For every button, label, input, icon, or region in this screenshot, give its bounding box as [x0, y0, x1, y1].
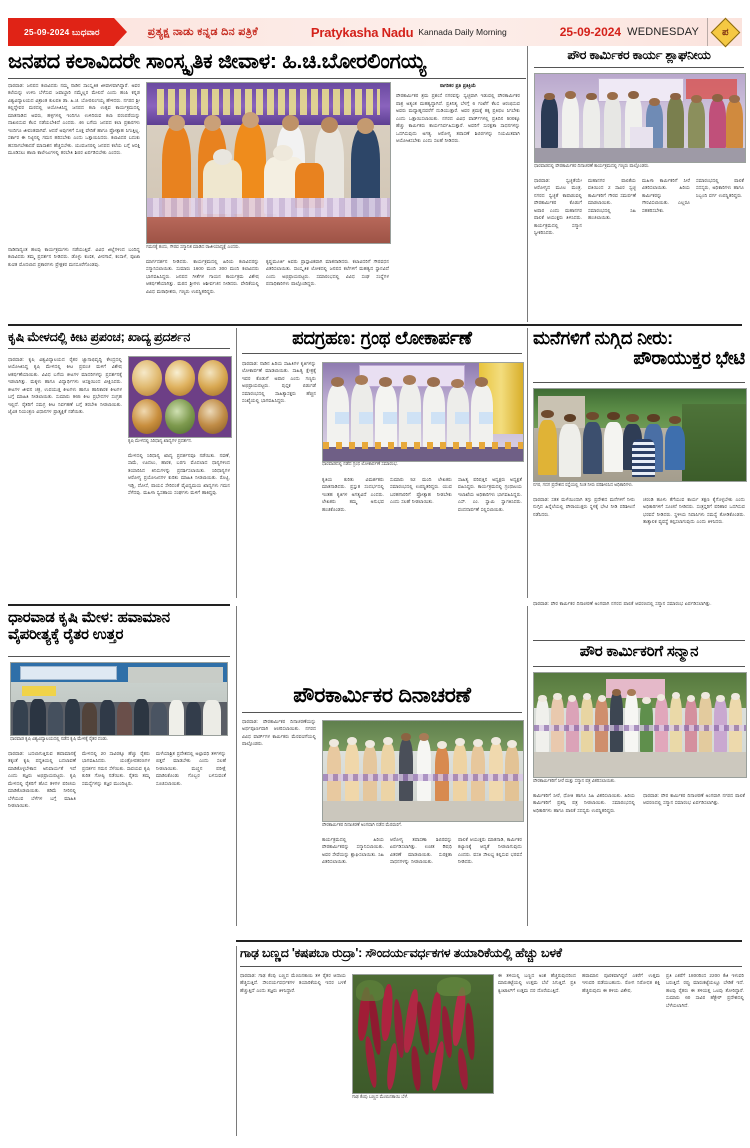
logo-glyph: ಪ	[721, 26, 729, 38]
agri-fair-headline: ಕೃಷಿ ಮೇಳದಲ್ಲಿ ಕೀಟ ಪ್ರಪಂಚ; ಖಾದ್ಯ ಪ್ರದರ್ಶನ	[8, 330, 191, 344]
agri-fair-photo-caption: ಕೃಷಿ ಮೇಳದಲ್ಲಿ ಸಿರಿಧಾನ್ಯ ಖಾದ್ಯಗಳ ಪ್ರದರ್ಶನ.	[128, 438, 193, 443]
chilli-col2: ಈ ತಳಿಯಲ್ಲಿ ಬಣ್ಣದ ಅಂಶ ಹೆಚ್ಚಿರುವುದರಿಂದ ಮಾರುಕಟ್ಟೆಯಲ್ಲಿ ಉತ್ತಮ ಬೆಲೆ ಸಿಗುತ್ತಿದೆ. ಪ್ರತಿ ಕ್ವಿಂಟಾಲ್‌ಗೆ ಉತ್ತಮ ದರ ದೊರೆಯುತ್ತಿದೆ.	[498, 973, 576, 993]
lead-col4-kicker: ನಾಗರಿಕರ ಪ್ರತಿ ಪ್ರತಿಕ್ರಿಯೆ	[439, 83, 477, 88]
divider-vertical-band2-a	[236, 328, 237, 598]
book-release-headline: ಪದಗ್ರಹಣ: ಗ್ರಂಥ ಲೋಕಾರ್ಪಣೆ	[292, 328, 472, 348]
masthead-brand-subtitle: Kannada Daily Morning	[418, 27, 507, 37]
water-photo-caption: ನಗರ, ಗದಗ ಪ್ರದೇಶದ ರಸ್ತೆಯಲ್ಲಿ ನಿಂತ ನೀರು ಪರಿಶೀಲಿಸಿದ ಅಧಿಕಾರಿಗಳು.	[533, 482, 634, 487]
chilli-col3: ಹವಾಮಾನ ಪೂರಕವಾಗಿದ್ದರೆ ಎಕರೆಗೆ ಉತ್ತಮ ಇಳುವರಿ ಪಡೆಯಬಹುದು. ರೋಗ ನಿರೋಧಕ ಶಕ್ತಿ ಹೆಚ್ಚಿರುವುದು ಈ ತಳಿಯ ವಿಶೇಷ.	[582, 973, 660, 993]
book-release-col1: ಧಾರವಾಡ: ನಾಡಿನ ಹಿರಿಯ ಸಾಹಿತಿಗಳ ಕೃತಿಗಳನ್ನು ಲೋಕಾರ್ಪಣೆ ಮಾಡಲಾಯಿತು. ಸಾಹಿತ್ಯ ಕ್ಷೇತ್ರಕ್ಕೆ ಇವರ ಕೊಡುಗೆ ಅಪಾರ ಎಂದು ಗಣ್ಯರು ಅಭಿಪ್ರಾಯಪಟ್ಟರು. ಪುಸ್ತಕ ಬಿಡುಗಡೆ ಸಮಾರಂಭದಲ್ಲಿ ಸಾಹಿತ್ಯಾಸಕ್ತರು ಹೆಚ್ಚಿನ ಸಂಖ್ಯೆಯಲ್ಲಿ ಭಾಗವಹಿಸಿದ್ದರು.	[242, 361, 316, 404]
lead-col1: ಧಾರವಾಡ: ಜನಪದ ಕಲಾವಿದರು ನಮ್ಮ ನಾಡಿನ ಸಾಂಸ್ಕೃತಿಕ ಜೀವಾಳವಾಗಿದ್ದಾರೆ. ಅವರ ಕಲೆಯನ್ನು ಉಳಿಸಿ ಬೆಳೆಸುವ ಜವಾಬ್ದಾರಿ ನಮ್ಮೆಲ್ಲರ ಮೇಲಿದೆ ಎಂದು ಹಂಪಿ ಕನ್ನಡ ವಿಶ್ವವಿದ್ಯಾಲಯದ ವಿಶ್ರಾಂತ ಕುಲಪತಿ ಡಾ. ಹಿ.ಚಿ. ಬೋರಲಿಂಗಯ್ಯ ಹೇಳಿದರು. ನಗರದ ಶ್ರೀ ಕಲ್ಲಿದ್ದೇವರ ಮಠದಲ್ಲಿ ಆಯೋಜಿಸಿದ್ದ ಜನಪದ ಕಲಾ ಉತ್ಸವ ಕಾರ್ಯಕ್ರಮದಲ್ಲಿ ಮಾತನಾಡಿದ ಅವರು, ಹಳ್ಳಿಗಳಲ್ಲಿ ಇಂದಿಗೂ ಉಳಿದಿರುವ ಕಲಾ ಪರಂಪರೆಯನ್ನು ದಾಖಲಿಸುವ ಕೆಲಸ ನಡೆಯಬೇಕಿದೆ ಎಂದರು. 46 ಬಗೆಯ ಜನಪದ ಕಲಾ ಪ್ರಕಾರಗಳು ಇಂದಿಗೂ ಜೀವಂತವಾಗಿವೆ. ಆದರೆ ಅವುಗಳಿಗೆ ಸೂಕ್ತ ವೇದಿಕೆ ಹಾಗೂ ಪ್ರೋತ್ಸಾಹ ಸಿಗುತ್ತಿಲ್ಲ. ಸರ್ಕಾರ ಈ ನಿಟ್ಟಿನಲ್ಲಿ ಗಮನ ಹರಿಸಬೇಕು ಎಂದು ಒತ್ತಾಯಿಸಿದರು. ಕಲಾವಿದರ ಬದುಕು ಹಸನಾಗಬೇಕಾದರೆ ಮಾಸಾಶನ ಹೆಚ್ಚಿಸಬೇಕು. ಯುವಜನರಲ್ಲಿ ಜನಪದ ಕಲೆಯ ಬಗ್ಗೆ ಆಸಕ್ತಿ ಮೂಡಿಸಲು ಶಾಲಾ ಕಾಲೇಜುಗಳಲ್ಲಿ ತರಬೇತಿ ಶಿಬಿರ ಏರ್ಪಡಿಸಬೇಕು ಎಂದರು.	[8, 83, 140, 155]
divider-band1-band2	[8, 324, 742, 326]
civic-honour-headline: ಪೌರ ಕಾರ್ಮಿಕರಿಗೆ ಸನ್ಮಾನ	[579, 644, 699, 660]
book-release-col4: ಸಾಹಿತ್ಯ ಪರಿಷತ್ತಿನ ಅಧ್ಯಕ್ಷರು ಅಧ್ಯಕ್ಷತೆ ವಹಿಸಿದ್ದರು. ಕಾರ್ಯಕ್ರಮದಲ್ಲಿ ಗ್ರಂಥಾಲಯ ಇಲಾಖೆಯ ಅಧಿಕಾರಿಗಳು ಭಾಗವಹಿಸಿದ್ದರು. ಎಸ್. ಎಂ. ಸ್ವಾಮಿ ಸ್ವಾಗತಿಸಿದರು. ವಂದನಾರ್ಪಣೆ ಸಲ್ಲಿಸಲಾಯಿತು.	[458, 477, 522, 512]
masthead-brand-block	[258, 18, 560, 46]
masthead-logo	[708, 18, 742, 46]
water-headline-line1: ಮನೆಗಳಿಗೆ ನುಗ್ಗಿದ ನೀರು:	[533, 328, 673, 348]
divider-above-civic-honour	[533, 640, 745, 641]
divider-band2-band3-left	[8, 604, 230, 606]
divider-vertical-top	[527, 46, 528, 322]
divider-under-water-headline	[533, 382, 745, 383]
lead-col3: ಕೃಷ್ಣಮೂರ್ತಿ ಅವರು ಪ್ರಾಸ್ತಾವಿಕವಾಗಿ ಮಾತನಾಡಿದರು. ಕಲಾವಿದರಿಗೆ ಗೌರವಧನ ವಿತರಿಸಲಾಯಿತು. ಸಾಂಸ್ಕೃತಿಕ ಲೋಕದಲ್ಲಿ ಜನಪದ ಕಲೆಗಳಿಗೆ ಮಹತ್ವದ ಸ್ಥಾನವಿದೆ ಎಂದು ಅಭಿಪ್ರಾಯಪಟ್ಟರು. ಸಮಾರಂಭದಲ್ಲಿ ವಿವಿಧ ಸಂಘ ಸಂಸ್ಥೆಗಳ ಪದಾಧಿಕಾರಿಗಳು ಪಾಲ್ಗೊಂಡಿದ್ದರು.	[266, 259, 389, 287]
divider-under-top-right-headline	[534, 67, 744, 68]
divider-under-weather-headline	[8, 656, 230, 657]
diamond-logo-icon	[710, 17, 740, 47]
weather-photo-caption: ಧಾರವಾಡ ಕೃಷಿ ವಿಶ್ವವಿದ್ಯಾಲಯದಲ್ಲಿ ನಡೆದ ಕೃಷಿ ಮೇಳಕ್ಕೆ ರೈತರ ದಂಡು.	[10, 736, 109, 741]
civic-honour-photo-caption: ಪೌರಕಾರ್ಮಿಕರಿಗೆ ಸೀರೆ ಮತ್ತು ಸನ್ಮಾನ ಪತ್ರ ವಿತರಿಸಲಾಯಿತು.	[533, 778, 616, 783]
masthead-date: 25-09-2024	[559, 25, 622, 39]
divider-vertical-band2-b	[527, 328, 528, 598]
masthead-date-tab: 25-09-2024 ಬುಧವಾರ	[8, 18, 114, 46]
agri-fair-photo	[128, 356, 232, 438]
agri-fair-col2: ಮೇಳದಲ್ಲಿ ಸಿರಿಧಾನ್ಯ ಖಾದ್ಯ ಪ್ರದರ್ಶನವೂ ನಡೆಯಿತು. ನವಣೆ, ಸಾಮೆ, ಊದಲು, ಹಾರಕ, ಬರಗು ಮೊದಲಾದ ಧಾನ್ಯಗಳಿಂದ ತಯಾರಿಸಿದ ತಿನಿಸುಗಳನ್ನು ಪ್ರದರ್ಶಿಸಲಾಯಿತು. ಸಿರಿಧಾನ್ಯಗಳ ಆರೋಗ್ಯ ಪ್ರಯೋಜನಗಳ ಕುರಿತು ಮಾಹಿತಿ ನೀಡಲಾಯಿತು. ರೊಟ್ಟಿ, ಇಡ್ಲಿ, ದೋಸೆ, ಪಾಯಸ ಸೇರಿದಂತೆ ವೈವಿಧ್ಯಮಯ ಖಾದ್ಯಗಳು ಗಮನ ಸೆಳೆದವು. ಮಹಿಳಾ ಸ್ವಸಹಾಯ ಸಂಘಗಳು ಮಳಿಗೆ ಹಾಕಿದ್ದವು.	[128, 453, 230, 496]
chilli-headline: ಗಾಢ ಬಣ್ಣದ 'ಕಷಪಬಾ ರುದ್ರಾ': ಸೌಂದರ್ಯವರ್ಧಕಗಳ ತಯಾರಿಕೆಯಲ್ಲಿ ಹೆಚ್ಚು ಬಳಕೆ	[240, 946, 562, 960]
lead-col2: ಮಾರ್ಗದರ್ಶನ ನೀಡಿದರು. ಕಾರ್ಯಕ್ರಮದಲ್ಲಿ ಹಿರಿಯ ಕಲಾವಿದರನ್ನು ಸನ್ಮಾನಿಸಲಾಯಿತು. ಸುಮಾರು 1600 ಮಂದಿ 300 ಮಂದಿ ಕಲಾವಿದರು ಭಾಗವಹಿಸಿದ್ದರು. ಜನಪದ ಗೀತೆಗಳ ಗಾಯನ ಕಾರ್ಯಕ್ರಮ ವಿಶೇಷ ಆಕರ್ಷಣೆಯಾಗಿತ್ತು. ಮಠದ ಶ್ರೀಗಳು ಆಶೀರ್ವಚನ ನೀಡಿದರು. ವೇದಿಕೆಯಲ್ಲಿ ವಿವಿಧ ಮಠಾಧೀಶರು, ಗಣ್ಯರು ಉಪಸ್ಥಿತರಿದ್ದರು.	[146, 259, 259, 294]
food-display-grid	[129, 357, 231, 437]
lead-photo-caption: ಗಮನಕ್ಕೆ ತಂದು, ಗೌರವ ಸನ್ಮಾನಿತ ಮಾಡಿದ ರಾಜೀಯಾದ್ಯಕ್ಷೆ ಎಂದರು.	[146, 244, 240, 249]
top-right-col1: ಧಾರವಾಡ: ಸ್ವಚ್ಛತೆಯೇ ಆರೋಗ್ಯದ ಮೂಲ ಮಂತ್ರ. ನಗರದ ಸ್ವಚ್ಛತೆ ಕಾಪಾಡುವಲ್ಲಿ ಪೌರಕಾರ್ಮಿಕರ ಕೊಡುಗೆ ಅಪಾರ ಎಂದು ಮಹಾನಗರ ಪಾಲಿಕೆ ಆಯುಕ್ತರು ತಿಳಿಸಿದರು. ಕಾರ್ಯಕ್ರಮದಲ್ಲಿ ಸನ್ಮಾನ ಸ್ವೀಕರಿಸಿದರು.	[534, 178, 582, 236]
divider-under-lead-headline	[8, 78, 526, 79]
civic-day-col2: ಕಾರ್ಯಕ್ರಮದಲ್ಲಿ ಹಿರಿಯ ಪೌರಕಾರ್ಮಿಕರನ್ನು ಸನ್ಮಾನಿಸಲಾಯಿತು. ಅವರ ಸೇವೆಯನ್ನು ಶ್ಲಾಘಿಸಲಾಯಿತು. ಸಿಹಿ ವಿತರಿಸಲಾಯಿತು.	[322, 837, 384, 865]
divider-above-chilli	[236, 940, 742, 942]
masthead-brand: Pratykasha Nadu	[310, 24, 414, 40]
book-release-col2: ಕೃತಿಯ ಕುರಿತು ವಿಮರ್ಶಕರು ಮಾತನಾಡಿದರು. ಪ್ರಸ್ತುತ ಸಂದರ್ಭದಲ್ಲಿ ಇಂತಹ ಕೃತಿಗಳ ಅಗತ್ಯವಿದೆ ಎಂದರು. ಲೇಖಕರು ತಮ್ಮ ಅನುಭವ ಹಂಚಿಕೊಂಡರು.	[322, 477, 384, 512]
divider-vertical-bottom	[236, 946, 237, 1136]
chilli-photo	[352, 974, 494, 1094]
divider-under-book-headline	[242, 353, 522, 354]
lead-col1b: ನಾಡಿನಾದ್ಯಂತ ಹಲವು ಕಾರ್ಯಕ್ರಮಗಳು ನಡೆಯುತ್ತಿವೆ. ವಿವಿಧ ಜಿಲ್ಲೆಗಳಿಂದ ಬಂದಿದ್ದ ಕಲಾವಿದರು ತಮ್ಮ ಪ್ರದರ್ಶನ ನೀಡಿದರು. ಡೊಳ್ಳು ಕುಣಿತ, ವೀರಗಾಸೆ, ಕಂಸಾಳೆ, ಪೂಜಾ ಕುಣಿತ ಮೊದಲಾದ ಪ್ರಕಾರಗಳು ಪ್ರೇಕ್ಷಕರ ಮನಸೂರೆಗೊಂಡವು.	[8, 247, 140, 267]
lead-headline: ಜನಪದ ಕಲಾವಿದರೇ ಸಾಂಸ್ಕೃತಿಕ ಜೀವಾಳ: ಹಿ.ಚಿ.ಬೋರಲಿಂಗಯ್ಯ	[8, 50, 426, 73]
civic-day-headline: ಪೌರಕಾರ್ಮಿಕರ ದಿನಾಚರಣೆ	[293, 684, 471, 707]
masthead-date-block	[560, 18, 708, 46]
water-headline-line2: ಪೌರಾಯುಕ್ತರ ಭೇಟಿ	[633, 348, 745, 369]
weather-photo	[10, 662, 228, 736]
chilli-col4: ಪ್ರತಿ ಎಕರೆಗೆ 1800ರಿಂದ 2200 ಕೆಜಿ ಇಳುವರಿ ಬರುತ್ತಿದೆ. ರಫ್ತು ಮಾರುಕಟ್ಟೆಯಲ್ಲೂ ಬೇಡಿಕೆ ಇದೆ. ಹಲವು ರೈತರು ಈ ತಳಿಯತ್ತ ಒಲವು ತೋರಿದ್ದಾರೆ. ಸುಮಾರು 60 ಸಾವಿರ ಹೆಕ್ಟೇರ್ ಪ್ರದೇಶದಲ್ಲಿ ಬೆಳೆಯಲಾಗಿದೆ.	[666, 973, 744, 1008]
top-right-col2: ಮಹಾನಗರ ಪಾಲಿಕೆಯ ವತಿಯಿಂದ 2 ಸಾವಿರ ಸ್ವಚ್ಛ ಕಾರ್ಮಿಕರಿಗೆ ಗೌರವ ಸಮರ್ಪಣೆ ಮಾಡಲಾಯಿತು. ಸಮಾರಂಭದಲ್ಲಿ ಸಿಹಿ ಹಂಚಲಾಯಿತು.	[588, 178, 636, 221]
divider-under-agri-headline	[8, 348, 230, 349]
civic-day-photo	[322, 720, 524, 822]
lead-col4: ಪೌರಕಾರ್ಮಿಕರ ಶ್ರಮ ಪ್ರಶಂಸೆ ನಗರವನ್ನು ಸ್ವಚ್ಛವಾಗಿ ಇಡುವಲ್ಲಿ ಪೌರಕಾರ್ಮಿಕರ ಪಾತ್ರ ಅತ್ಯಂತ ಮಹತ್ವದ್ದಾಗಿದೆ. ಪ್ರತಿನಿತ್ಯ ಬೆಳಗ್ಗೆ 6 ಗಂಟೆಗೆ ಕೆಲಸ ಆರಂಭಿಸುವ ಅವರು ಮಧ್ಯಾಹ್ನದವರೆಗೆ ದುಡಿಯುತ್ತಾರೆ. ಅವರ ಶ್ರಮಕ್ಕೆ ತಕ್ಕ ಪ್ರತಿಫಲ ಸಿಗಬೇಕು ಎಂದು ಒತ್ತಾಯಿಸಲಾಯಿತು. ನಗರದ ವಿವಿಧ ವಾರ್ಡ್‌ಗಳಲ್ಲಿ ಪ್ರತಿದಿನ 500ಕ್ಕೂ ಹೆಚ್ಚು ಕಾರ್ಮಿಕರು ಕಾರ್ಯನಿರ್ವಹಿಸುತ್ತಾರೆ. ಅವರಿಗೆ ಸುರಕ್ಷತಾ ಸಾಧನಗಳನ್ನು ಒದಗಿಸುವುದು ಅಗತ್ಯ. ಆರೋಗ್ಯ ತಪಾಸಣೆ ಶಿಬಿರಗಳನ್ನು ನಿಯಮಿತವಾಗಿ ಆಯೋಜಿಸಬೇಕು ಎಂದು ಸಲಹೆ ನೀಡಿದರು.	[396, 93, 520, 144]
weather-headline-line2: ವೈಪರೀತ್ಯಕ್ಕೆ ರೈತರ ಉತ್ತರ	[8, 625, 124, 643]
divider-vertical-band3-b	[527, 606, 528, 926]
top-right-col4: ಸಮಾರಂಭದಲ್ಲಿ ಪಾಲಿಕೆ ಸದಸ್ಯರು, ಅಧಿಕಾರಿಗಳು ಹಾಗೂ ಸಿಬ್ಬಂದಿ ವರ್ಗ ಉಪಸ್ಥಿತರಿದ್ದರು.	[696, 178, 744, 198]
chilli-col1: ಧಾರವಾಡ: ಗಾಢ ಕೆಂಪು ಬಣ್ಣದ ಮೆಣಸಿನಕಾಯಿ ತಳಿ ರೈತರ ಆದಾಯ ಹೆಚ್ಚಿಸುತ್ತಿದೆ. ಸೌಂದರ್ಯವರ್ಧಕಗಳ ತಯಾರಿಕೆಯಲ್ಲಿ ಇದರ ಬಳಕೆ ಹೆಚ್ಚುತ್ತಿದೆ ಎಂದು ತಜ್ಞರು ತಿಳಿಸಿದ್ದಾರೆ.	[240, 973, 346, 993]
book-release-photo	[322, 362, 524, 462]
divider-under-civic-honour-headline	[533, 666, 745, 667]
weather-col2: ಮೇಳದಲ್ಲಿ 20 ಸಾವಿರಕ್ಕೂ ಹೆಚ್ಚು ರೈತರು ಭಾಗವಹಿಸಿದರು. ಯಂತ್ರೋಪಕರಣಗಳ ಪ್ರದರ್ಶನ ಗಮನ ಸೆಳೆಯಿತು. ಸಾವಯವ ಕೃಷಿ ಕುರಿತ ಗೋಷ್ಠಿ ನಡೆಯಿತು. ರೈತರು ತಮ್ಮ ಸಮಸ್ಯೆಗಳನ್ನು ತಜ್ಞರ ಮುಂದಿಟ್ಟರು.	[82, 751, 150, 786]
top-right-headline: ಪೌರ ಕಾರ್ಮಿಕರ ಕಾರ್ಯ ಶ್ಲಾಘನೀಯ	[567, 48, 711, 62]
chilli-photo-caption: ಗಾಢ ಕೆಂಪು ಬಣ್ಣದ ಮೆಣಸಿನಕಾಯಿ ಬೆಳೆ.	[352, 1094, 409, 1099]
civic-day-col3: ಆರೋಗ್ಯ ತಪಾಸಣಾ ಶಿಬಿರವನ್ನು ಏರ್ಪಡಿಸಲಾಗಿತ್ತು. ಉಚಿತ ಔಷಧಿ ವಿತರಣೆ ಮಾಡಲಾಯಿತು. ಸುರಕ್ಷತಾ ಸಾಧನಗಳನ್ನು ನೀಡಲಾಯಿತು.	[390, 837, 452, 865]
divider-vertical-band3-a	[236, 606, 237, 926]
book-release-photo-caption: ಧಾರವಾಡದಲ್ಲಿ ನಡೆದ ಗ್ರಂಥ ಲೋಕಾರ್ಪಣೆ ಸಮಾರಂಭ.	[322, 461, 398, 466]
civic-day-col4: ಪಾಲಿಕೆ ಆಯುಕ್ತರು ಮಾತನಾಡಿ, ಕಾರ್ಮಿಕರ ಕಲ್ಯಾಣಕ್ಕೆ ಆದ್ಯತೆ ನೀಡಲಾಗುವುದು ಎಂದರು. ವಸತಿ ಸೌಲಭ್ಯ ಕಲ್ಪಿಸುವ ಭರವಸೆ ನೀಡಿದರು.	[458, 837, 522, 865]
civic-honour-photo	[533, 672, 747, 778]
top-right-photo	[534, 73, 746, 163]
top-right-col3: ಮಹಿಳಾ ಕಾರ್ಮಿಕರಿಗೆ ಸೀರೆ ವಿತರಿಸಲಾಯಿತು. ಹಿರಿಯ ಕಾರ್ಮಿಕರನ್ನು ಗೌರವಿಸಲಾಯಿತು. ಎಲ್ಲರೂ ಸಹಕರಿಸಬೇಕು.	[642, 178, 690, 213]
agri-fair-col1: ಧಾರವಾಡ: ಕೃಷಿ ವಿಶ್ವವಿದ್ಯಾಲಯದ ರೈತರ ಜ್ಞಾನಾಭಿವೃದ್ಧಿ ಕೇಂದ್ರದಲ್ಲಿ ಆಯೋಜಿಸಿದ್ದ ಕೃಷಿ ಮೇಳದಲ್ಲಿ ಕೀಟ ಪ್ರಪಂಚ ಮಳಿಗೆ ವಿಶೇಷ ಆಕರ್ಷಣೆಯಾಯಿತು. ವಿವಿಧ ಬಗೆಯ ಕೀಟಗಳ ಮಾದರಿಗಳನ್ನು ಪ್ರದರ್ಶನಕ್ಕೆ ಇಡಲಾಗಿತ್ತು. ಮಕ್ಕಳು ಹಾಗೂ ವಿದ್ಯಾರ್ಥಿಗಳು ಆಸಕ್ತಿಯಿಂದ ವೀಕ್ಷಿಸಿದರು. ಕೀಟಗಳ ಜೀವನ ಚಕ್ರ, ಉಪಯುಕ್ತ ಕೀಟಗಳು ಹಾಗೂ ಹಾನಿಕಾರಕ ಕೀಟಗಳ ಬಗ್ಗೆ ಮಾಹಿತಿ ನೀಡಲಾಯಿತು. ಸುಮಾರು 965 ಕೀಟ ಪ್ರಭೇದಗಳ ಸಂಗ್ರಹ ಇಲ್ಲಿದೆ. ರೈತರಿಗೆ ಸಮಗ್ರ ಕೀಟ ನಿರ್ವಹಣೆ ಬಗ್ಗೆ ತರಬೇತಿ ನೀಡಲಾಯಿತು. ಜೈವಿಕ ನಿಯಂತ್ರಣ ವಿಧಾನಗಳ ಪ್ರಾತ್ಯಕ್ಷಿಕೆ ನಡೆಯಿತು.	[8, 357, 122, 415]
weather-col3: ಮಳೆಯಾಶ್ರಿತ ಪ್ರದೇಶದಲ್ಲಿ ಅಲ್ಪಾವಧಿ ತಳಿಗಳನ್ನು ಬಿತ್ತನೆ ಮಾಡಬೇಕು ಎಂದು ಸಲಹೆ ನೀಡಲಾಯಿತು. ಮಣ್ಣಿನ ಪರೀಕ್ಷೆ ಮಾಡಿಸಿಕೊಂಡು ಗೊಬ್ಬರ ಬಳಸುವಂತೆ ಸೂಚಿಸಲಾಯಿತು.	[156, 751, 226, 786]
water-col2: ಚರಂಡಿ ಹೂಳು ತೆಗೆಯುವ ಕಾರ್ಯ ತಕ್ಷಣ ಕೈಗೊಳ್ಳಬೇಕು ಎಂದು ಅಧಿಕಾರಿಗಳಿಗೆ ಸೂಚನೆ ನೀಡಿದರು. ಸಂತ್ರಸ್ತರಿಗೆ ಪರಿಹಾರ ಒದಗಿಸುವ ಭರವಸೆ ನೀಡಿದರು. ಸ್ಥಳೀಯ ನಿವಾಸಿಗಳು ಸಮಸ್ಯೆ ತೋಡಿಕೊಂಡರು. ತಾತ್ಕಾಲಿಕ ವ್ಯವಸ್ಥೆ ಕಲ್ಪಿಸಲಾಗುವುದು ಎಂದು ತಿಳಿಸಿದರು.	[643, 497, 745, 525]
divider-under-chilli-headline	[240, 966, 742, 967]
weather-col1: ಧಾರವಾಡ: ಬದಲಾಗುತ್ತಿರುವ ಹವಾಮಾನಕ್ಕೆ ತಕ್ಕಂತೆ ಕೃಷಿ ಪದ್ಧತಿಯಲ್ಲಿ ಬದಲಾವಣೆ ಮಾಡಿಕೊಳ್ಳಬೇಕಾದ ಅನಿವಾರ್ಯತೆ ಇದೆ ಎಂದು ತಜ್ಞರು ಅಭಿಪ್ರಾಯಪಟ್ಟರು. ಕೃಷಿ ಮೇಳದಲ್ಲಿ ರೈತರಿಗೆ ಹೊಸ ತಳಿಗಳ ಪರಿಚಯ ಮಾಡಿಕೊಡಲಾಯಿತು. ಕಡಿಮೆ ನೀರಿನಲ್ಲಿ ಬೆಳೆಯುವ ಬೆಳೆಗಳ ಬಗ್ಗೆ ಮಾಹಿತಿ ನೀಡಲಾಯಿತು.	[8, 751, 76, 809]
divider-under-civic-day-headline	[242, 712, 522, 713]
book-release-col3: ಸುಮಾರು 52 ಮಂದಿ ಲೇಖಕರು ಸಮಾರಂಭದಲ್ಲಿ ಉಪಸ್ಥಿತರಿದ್ದರು. ಯುವ ಬರಹಗಾರರಿಗೆ ಪ್ರೋತ್ಸಾಹ ನೀಡಬೇಕು ಎಂದು ಸಲಹೆ ನೀಡಲಾಯಿತು.	[390, 477, 452, 505]
water-col1: ಧಾರವಾಡ: ಸತತ ಮಳೆಯಿಂದಾಗಿ ತಗ್ಗು ಪ್ರದೇಶದ ಮನೆಗಳಿಗೆ ನೀರು ನುಗ್ಗಿದ ಹಿನ್ನೆಲೆಯಲ್ಲಿ ಪೌರಾಯುಕ್ತರು ಸ್ಥಳಕ್ಕೆ ಭೇಟಿ ನೀಡಿ ಪರಿಶೀಲನೆ ನಡೆಸಿದರು.	[533, 497, 635, 517]
civic-day-col1: ಧಾರವಾಡ: ಪೌರಕಾರ್ಮಿಕರ ದಿನಾಚರಣೆಯನ್ನು ಅರ್ಥಪೂರ್ಣವಾಗಿ ಆಚರಿಸಲಾಯಿತು. ನಗರದ ವಿವಿಧ ವಾರ್ಡ್‌ಗಳ ಕಾರ್ಮಿಕರು ಮೆರವಣಿಗೆಯಲ್ಲಿ ಪಾಲ್ಗೊಂಡರು.	[242, 719, 316, 747]
civic-honour-col2: ಧಾರವಾಡ: ಪೌರ ಕಾರ್ಮಿಕರ ದಿನಾಚರಣೆ ಅಂಗವಾಗಿ ನಗರದ ಪಾಲಿಕೆ ಆವರಣದಲ್ಲಿ ಸನ್ಮಾನ ಸಮಾರಂಭ ಏರ್ಪಡಿಸಲಾಗಿತ್ತು.	[643, 793, 745, 806]
civic-honour-col1: ಕಾರ್ಮಿಕರಿಗೆ ಸೀರೆ, ಧೋತಿ ಹಾಗೂ ಸಿಹಿ ವಿತರಿಸಲಾಯಿತು. ಹಿರಿಯ ಕಾರ್ಮಿಕರಿಗೆ ಪ್ರಶಸ್ತಿ ಪತ್ರ ನೀಡಲಾಯಿತು. ಸಮಾರಂಭದಲ್ಲಿ ಅಧಿಕಾರಿಗಳು ಹಾಗೂ ಪಾಲಿಕೆ ಸದಸ್ಯರು ಉಪಸ್ಥಿತರಿದ್ದರು.	[533, 793, 635, 813]
civic-day-photo-caption: ಪೌರಕಾರ್ಮಿಕರ ದಿನಾಚರಣೆ ಅಂಗವಾಗಿ ನಡೆದ ಮೆರವಣಿಗೆ.	[322, 822, 402, 827]
masthead-weekday: WEDNESDAY	[627, 26, 699, 38]
civic-honour-intro: ಧಾರವಾಡ: ಪೌರ ಕಾರ್ಮಿಕರ ದಿನಾಚರಣೆ ಅಂಗವಾಗಿ ನಗರದ ಪಾಲಿಕೆ ಆವರಣದಲ್ಲಿ ಸನ್ಮಾನ ಸಮಾರಂಭ ಏರ್ಪಡಿಸಲಾಗಿತ್ತು.	[533, 601, 712, 606]
masthead-kannada-tagline: ಪ್ರತ್ಯಕ್ಷ ನಾಡು ಕನ್ನಡ ದಿನ ಪತ್ರಿಕೆ	[147, 25, 258, 38]
weather-headline-line1: ಧಾರವಾಡ ಕೃಷಿ ಮೇಳ: ಹವಾಮಾನ	[8, 610, 170, 626]
masthead	[8, 18, 742, 46]
top-right-photo-caption: ಧಾರವಾಡದಲ್ಲಿ ಪೌರಕಾರ್ಮಿಕರ ದಿನಾಚರಣೆ ಕಾರ್ಯಕ್ರಮದಲ್ಲಿ ಗಣ್ಯರು ಪಾಲ್ಗೊಂಡರು.	[534, 163, 650, 168]
lead-photo	[146, 82, 391, 244]
water-photo	[533, 388, 747, 482]
